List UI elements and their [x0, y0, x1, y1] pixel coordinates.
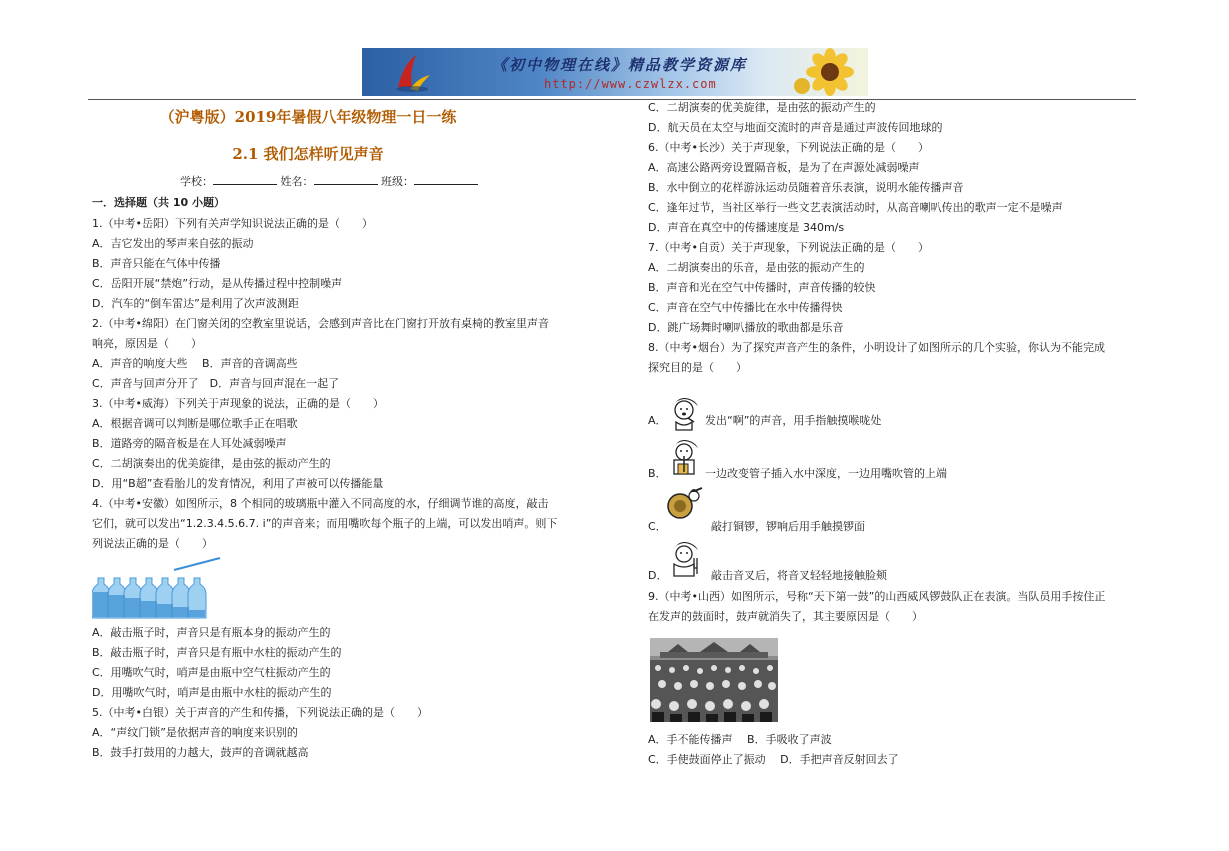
option-line: D．汽车的“倒车雷达”是利用了次声波测距: [92, 297, 299, 310]
student-info-line: [180, 173, 478, 189]
name-blank[interactable]: [314, 174, 378, 185]
school-label: 学校：: [180, 175, 213, 188]
question-line: 响亮，原因是（ ）: [92, 337, 202, 350]
option-line: C．声音与回声分开了 D．声音与回声混在一起了: [92, 377, 340, 390]
option-line: C．二胡演奏的优美旋律，是由弦的振动产生的: [648, 101, 876, 114]
child-tuning-fork-icon: [664, 538, 704, 578]
school-blank[interactable]: [213, 174, 277, 185]
site-logo-icon: [392, 51, 432, 93]
question-line: 1.（中考•岳阳）下列有关声学知识说法正确的是（ ）: [92, 217, 373, 230]
question-line: 5.（中考•白银）关于声音的产生和传播，下列说法正确的是（ ）: [92, 706, 428, 719]
option-line: A．二胡演奏出的乐音，是由弦的振动产生的: [648, 261, 865, 274]
option-line: C．逢年过节，当社区举行一些文艺表演活动时，从高音喇叭传出的歌声一定不是噪声: [648, 201, 1063, 214]
option-line: A．“声纹门锁”是依据声音的响度来识别的: [92, 726, 298, 739]
q8-option-c: C．: [648, 520, 667, 533]
option-line: C．声音在空气中传播比在水中传播得快: [648, 301, 843, 314]
option-line: C．二胡演奏出的优美旋律，是由弦的振动产生的: [92, 457, 331, 470]
option-line: D．航天员在太空与地面交流时的声音是通过声波传回地球的: [648, 121, 943, 134]
drum-team-photo: [650, 638, 778, 722]
document-title: （沪粤版）2019年暑假八年级物理一日一练: [159, 108, 457, 126]
option-line: C．岳阳开展“禁炮”行动，是从传播过程中控制噪声: [92, 277, 343, 290]
glass-bottles-figure: [92, 556, 222, 622]
option-line: B．敲击瓶子时，声音只是有瓶中水柱的振动产生的: [92, 646, 342, 659]
q9-options: [648, 730, 1140, 770]
q8-option-c-text: 敲打铜锣，锣响后用手触摸锣面: [711, 520, 865, 533]
option-line: A．吉它发出的琴声来自弦的振动: [92, 237, 254, 250]
question-line: 它们，就可以发出“1.2.3.4.5.6.7. i”的声音来；而用嘴吹每个瓶子的上端，可以发出哨声。则下: [92, 517, 558, 530]
q8-option-b: B．: [648, 467, 667, 480]
right-column-upper: [648, 98, 1140, 378]
option-line: B．声音只能在气体中传播: [92, 257, 221, 270]
question-line: 列说法正确的是（ ）: [92, 537, 213, 550]
q9-question: [648, 587, 1140, 627]
gong-icon: [664, 486, 704, 526]
question-line: 9.（中考•山西）如图所示，号称“天下第一鼓”的山西威风锣鼓队正在表演。当队员用手按住正: [648, 590, 1106, 603]
left-column-upper: [92, 214, 592, 554]
child-blowing-tube-icon: [664, 436, 704, 476]
option-line: B．水中倒立的花样游泳运动员随着音乐表演，说明水能传播声音: [648, 181, 964, 194]
question-line: 探究目的是（ ）: [648, 361, 747, 374]
question-line: 6.（中考•长沙）关于声现象，下列说法正确的是（ ）: [648, 141, 929, 154]
q8-option-a-text: 发出“啊”的声音，用手指触摸喉咙处: [705, 414, 882, 427]
option-line: D．跳广场舞时喇叭播放的歌曲都是乐音: [648, 321, 844, 334]
question-line: 3.（中考•威海）下列关于声现象的说法，正确的是（ ）: [92, 397, 384, 410]
q8-option-d: D．: [648, 569, 668, 582]
option-line: D．用“B超”查看胎儿的发育情况，利用了声被可以传播能量: [92, 477, 384, 490]
question-line: 在发声的鼓面时，鼓声就消失了，其主要原因是（ ）: [648, 610, 923, 623]
option-line: A．手不能传播声 B．手吸收了声波: [648, 733, 832, 746]
child-touching-throat-icon: [664, 392, 704, 432]
class-label: 班级：: [381, 175, 414, 188]
question-line: 4.（中考•安徽）如图所示，8 个相同的玻璃瓶中灌入不同高度的水，仔细调节谁的高度，敲击: [92, 497, 549, 510]
option-line: A．敲击瓶子时，声音只是有瓶本身的振动产生的: [92, 626, 331, 639]
q8-option-d-text: 敲击音叉后，将音叉轻轻地接触脸颊: [711, 569, 887, 582]
option-line: A．高速公路两旁设置隔音板，是为了在声源处减弱噪声: [648, 161, 920, 174]
name-label: 姓名：: [280, 175, 314, 188]
sunflower-icon: [790, 48, 860, 96]
banner-title: 《初中物理在线》精品教学资源库: [492, 56, 748, 74]
q8-option-b-text: 一边改变管子插入水中深度，一边用嘴吹管的上端: [705, 467, 947, 480]
section-heading: 一．选择题（共 10 小题）: [92, 196, 225, 209]
question-line: 8.（中考•烟台）为了探究声音产生的条件，小明设计了如图所示的几个实验，你认为不能完成: [648, 341, 1105, 354]
option-line: D．声音在真空中的传播速度是 340m/s: [648, 221, 845, 234]
option-line: B．鼓手打鼓用的力越大，鼓声的音调就越高: [92, 746, 309, 759]
left-column-lower: [92, 623, 592, 763]
option-line: B．声音和光在空气中传播时，声音传播的较快: [648, 281, 876, 294]
banner-url: http://www.czwlzx.com: [544, 77, 717, 91]
class-blank[interactable]: [414, 174, 478, 185]
option-line: D．用嘴吹气时，哨声是由瓶中水柱的振动产生的: [92, 686, 332, 699]
option-line: C．手使鼓面停止了振动 D．手把声音反射回去了: [648, 753, 899, 766]
document-subtitle: 2.1 我们怎样听见声音: [232, 145, 384, 163]
question-line: 7.（中考•自贡）关于声现象，下列说法正确的是（ ）: [648, 241, 929, 254]
q8-option-a: A．: [648, 414, 667, 427]
question-line: 2.（中考•绵阳）在门窗关闭的空教室里说话，会感到声音比在门窗打开放有桌椅的教室里声音: [92, 317, 549, 330]
header-banner: [362, 48, 868, 96]
option-line: B．道路旁的隔音板是在人耳处减弱噪声: [92, 437, 287, 450]
option-line: A．声音的响度大些 B．声音的音调高些: [92, 357, 298, 370]
option-line: A．根据音调可以判断是哪位歌手正在唱歌: [92, 417, 298, 430]
option-line: C．用嘴吹气时，哨声是由瓶中空气柱振动产生的: [92, 666, 331, 679]
